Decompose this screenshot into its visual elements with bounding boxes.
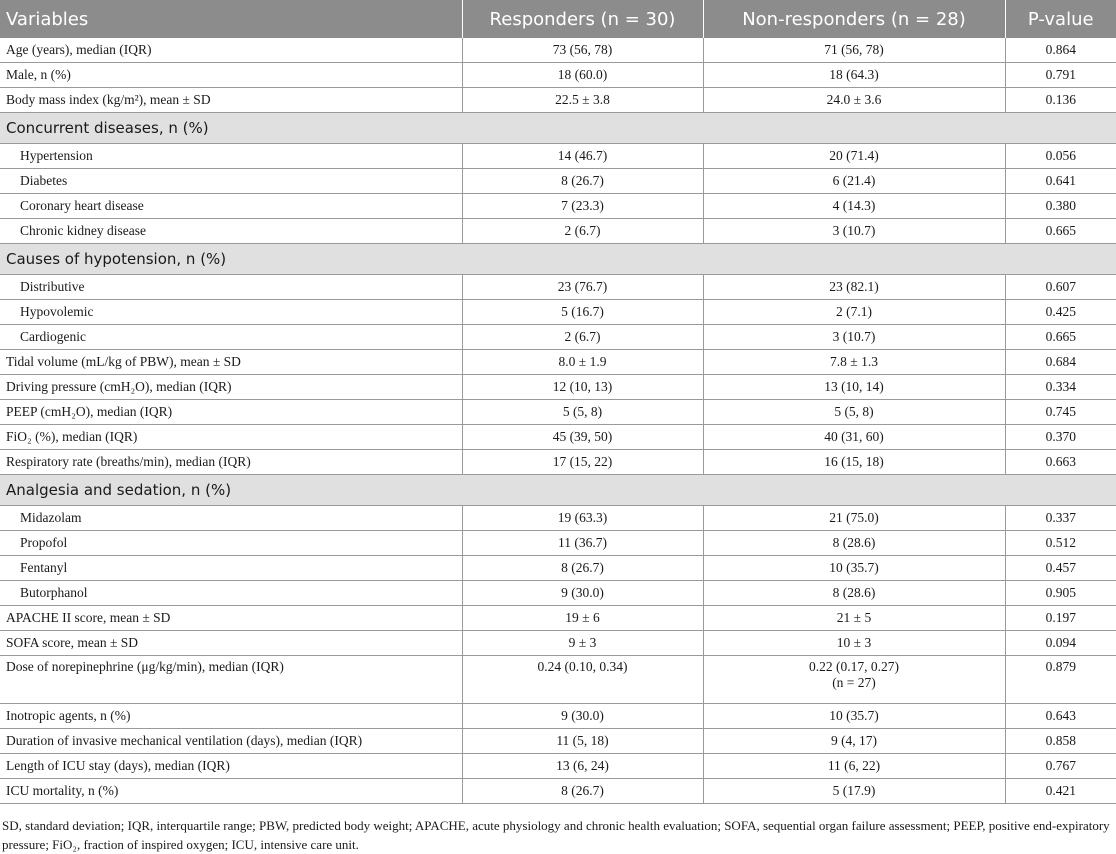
non-responders-cell: 3 (10.7) (703, 325, 1005, 350)
variable-cell: Inotropic agents, n (%) (0, 704, 462, 729)
variable-cell: Midazolam (0, 506, 462, 531)
responders-cell: 73 (56, 78) (462, 38, 703, 63)
table-row (0, 400, 1116, 425)
section-row (0, 113, 1116, 144)
table-row (0, 350, 1116, 375)
variable-cell: Hypertension (0, 144, 462, 169)
non-responders-cell: 7.8 ± 1.3 (703, 350, 1005, 375)
non-responders-cell: 21 ± 5 (703, 606, 1005, 631)
responders-cell: 22.5 ± 3.8 (462, 88, 703, 113)
section-row (0, 244, 1116, 275)
table-row (0, 556, 1116, 581)
header-non-responders: Non-responders (n = 28) (703, 0, 1005, 38)
p-value-cell: 0.094 (1005, 631, 1116, 656)
non-responders-cell: 21 (75.0) (703, 506, 1005, 531)
table-row (0, 729, 1116, 754)
p-value-cell: 0.791 (1005, 63, 1116, 88)
p-value-cell: 0.858 (1005, 729, 1116, 754)
table-header-row (0, 0, 1116, 38)
responders-cell: 19 (63.3) (462, 506, 703, 531)
table-row (0, 144, 1116, 169)
non-responders-cell: 23 (82.1) (703, 275, 1005, 300)
p-value-cell: 0.334 (1005, 375, 1116, 400)
variable-cell: Coronary heart disease (0, 194, 462, 219)
non-responders-cell: 40 (31, 60) (703, 425, 1005, 450)
non-responders-cell: 11 (6, 22) (703, 754, 1005, 779)
header-variables: Variables (0, 0, 462, 38)
table-row (0, 779, 1116, 804)
table-footnote: SD, standard deviation; IQR, interquartile range; PBW, predicted body weight; APACHE, acute physiology and chronic health evaluation; SOFA, sequential organ failure assessment; PEEP, positive end-expiratory pressure; FiO₂, fraction of inspired oxygen; ICU, intensive care unit. (2, 818, 1110, 852)
responders-cell: 9 ± 3 (462, 631, 703, 656)
table-row (0, 300, 1116, 325)
non-responders-cell: 9 (4, 17) (703, 729, 1005, 754)
table-row (0, 754, 1116, 779)
table-row (0, 606, 1116, 631)
responders-cell: 11 (36.7) (462, 531, 703, 556)
p-value-cell: 0.663 (1005, 450, 1116, 475)
table-body (0, 38, 1116, 804)
non-responders-cell: 10 (35.7) (703, 704, 1005, 729)
responders-cell: 13 (6, 24) (462, 754, 703, 779)
variable-cell: Male, n (%) (0, 63, 462, 88)
responders-cell: 8.0 ± 1.9 (462, 350, 703, 375)
header-p-value: P-value (1005, 0, 1116, 38)
table-row (0, 219, 1116, 244)
table-row (0, 375, 1116, 400)
table-row (0, 581, 1116, 606)
section-label: Concurrent diseases, n (%) (0, 113, 1116, 144)
p-value-cell: 0.136 (1005, 88, 1116, 113)
variable-cell: Respiratory rate (breaths/min), median (IQR) (0, 450, 462, 475)
non-responders-cell: 18 (64.3) (703, 63, 1005, 88)
variable-cell: Duration of invasive mechanical ventilation (days), median (IQR) (0, 729, 462, 754)
non-responders-cell: 3 (10.7) (703, 219, 1005, 244)
p-value-cell: 0.425 (1005, 300, 1116, 325)
non-responders-cell: 13 (10, 14) (703, 375, 1005, 400)
p-value-cell: 0.684 (1005, 350, 1116, 375)
responders-cell: 8 (26.7) (462, 779, 703, 804)
responders-cell: 9 (30.0) (462, 704, 703, 729)
table-row (0, 425, 1116, 450)
header-responders: Responders (n = 30) (462, 0, 703, 38)
p-value-cell: 0.864 (1005, 38, 1116, 63)
p-value-cell: 0.457 (1005, 556, 1116, 581)
section-row (0, 475, 1116, 506)
p-value-cell: 0.197 (1005, 606, 1116, 631)
responders-cell: 8 (26.7) (462, 556, 703, 581)
responders-cell: 14 (46.7) (462, 144, 703, 169)
p-value-cell: 0.665 (1005, 325, 1116, 350)
responders-cell: 5 (5, 8) (462, 400, 703, 425)
non-responders-cell (703, 656, 1005, 704)
variable-cell: Cardiogenic (0, 325, 462, 350)
variable-cell: Body mass index (kg/m²), mean ± SD (0, 88, 462, 113)
non-responders-value: 0.22 (0.17, 0.27) (809, 659, 899, 674)
table-row (0, 631, 1116, 656)
table-row (0, 450, 1116, 475)
responders-cell: 8 (26.7) (462, 169, 703, 194)
p-value-cell: 0.337 (1005, 506, 1116, 531)
p-value-cell: 0.767 (1005, 754, 1116, 779)
section-label: Analgesia and sedation, n (%) (0, 475, 1116, 506)
responders-cell: 2 (6.7) (462, 219, 703, 244)
non-responders-cell: 5 (5, 8) (703, 400, 1005, 425)
p-value-cell: 0.665 (1005, 219, 1116, 244)
table-row (0, 531, 1116, 556)
p-value-cell: 0.641 (1005, 169, 1116, 194)
responders-cell: 0.24 (0.10, 0.34) (462, 656, 703, 704)
responders-cell: 5 (16.7) (462, 300, 703, 325)
table-row (0, 38, 1116, 63)
p-value-cell: 0.879 (1005, 656, 1116, 704)
non-responders-cell: 8 (28.6) (703, 531, 1005, 556)
p-value-cell: 0.421 (1005, 779, 1116, 804)
non-responders-cell: 4 (14.3) (703, 194, 1005, 219)
variable-cell: Distributive (0, 275, 462, 300)
variable-cell: Fentanyl (0, 556, 462, 581)
responders-cell: 11 (5, 18) (462, 729, 703, 754)
variable-cell: Tidal volume (mL/kg of PBW), mean ± SD (0, 350, 462, 375)
responders-cell: 45 (39, 50) (462, 425, 703, 450)
p-value-cell: 0.607 (1005, 275, 1116, 300)
responders-cell: 18 (60.0) (462, 63, 703, 88)
non-responders-cell: 71 (56, 78) (703, 38, 1005, 63)
non-responders-cell: 10 ± 3 (703, 631, 1005, 656)
p-value-cell: 0.056 (1005, 144, 1116, 169)
variable-cell: Age (years), median (IQR) (0, 38, 462, 63)
table-row (0, 704, 1116, 729)
responders-cell: 12 (10, 13) (462, 375, 703, 400)
table-row (0, 275, 1116, 300)
non-responders-cell: 24.0 ± 3.6 (703, 88, 1005, 113)
p-value-cell: 0.643 (1005, 704, 1116, 729)
responders-cell: 9 (30.0) (462, 581, 703, 606)
table-row (0, 63, 1116, 88)
variable-cell: PEEP (cmH₂O), median (IQR) (0, 400, 462, 425)
table-row (0, 194, 1116, 219)
non-responders-cell: 2 (7.1) (703, 300, 1005, 325)
table-row (0, 325, 1116, 350)
section-label: Causes of hypotension, n (%) (0, 244, 1116, 275)
variable-cell: APACHE II score, mean ± SD (0, 606, 462, 631)
non-responders-cell: 20 (71.4) (703, 144, 1005, 169)
variable-cell: Hypovolemic (0, 300, 462, 325)
variable-cell: Dose of norepinephrine (μg/kg/min), median (IQR) (0, 656, 462, 704)
variable-cell: Propofol (0, 531, 462, 556)
table-row (0, 656, 1116, 704)
p-value-cell: 0.512 (1005, 531, 1116, 556)
responders-cell: 23 (76.7) (462, 275, 703, 300)
p-value-cell: 0.370 (1005, 425, 1116, 450)
table-row (0, 506, 1116, 531)
variable-cell: FiO₂ (%), median (IQR) (0, 425, 462, 450)
variable-cell: SOFA score, mean ± SD (0, 631, 462, 656)
responders-cell: 2 (6.7) (462, 325, 703, 350)
table-row (0, 169, 1116, 194)
table-row (0, 88, 1116, 113)
variable-cell: ICU mortality, n (%) (0, 779, 462, 804)
non-responders-cell: 6 (21.4) (703, 169, 1005, 194)
p-value-cell: 0.745 (1005, 400, 1116, 425)
responders-cell: 17 (15, 22) (462, 450, 703, 475)
variable-cell: Length of ICU stay (days), median (IQR) (0, 754, 462, 779)
non-responders-cell: 10 (35.7) (703, 556, 1005, 581)
variable-cell: Driving pressure (cmH₂O), median (IQR) (0, 375, 462, 400)
variable-cell: Butorphanol (0, 581, 462, 606)
p-value-cell: 0.905 (1005, 581, 1116, 606)
variable-cell: Diabetes (0, 169, 462, 194)
responders-cell: 7 (23.3) (462, 194, 703, 219)
p-value-cell: 0.380 (1005, 194, 1116, 219)
non-responders-cell: 8 (28.6) (703, 581, 1005, 606)
non-responders-cell: 16 (15, 18) (703, 450, 1005, 475)
variable-cell: Chronic kidney disease (0, 219, 462, 244)
responders-cell: 19 ± 6 (462, 606, 703, 631)
non-responders-n-note: (n = 27) (832, 675, 876, 690)
non-responders-cell: 5 (17.9) (703, 779, 1005, 804)
